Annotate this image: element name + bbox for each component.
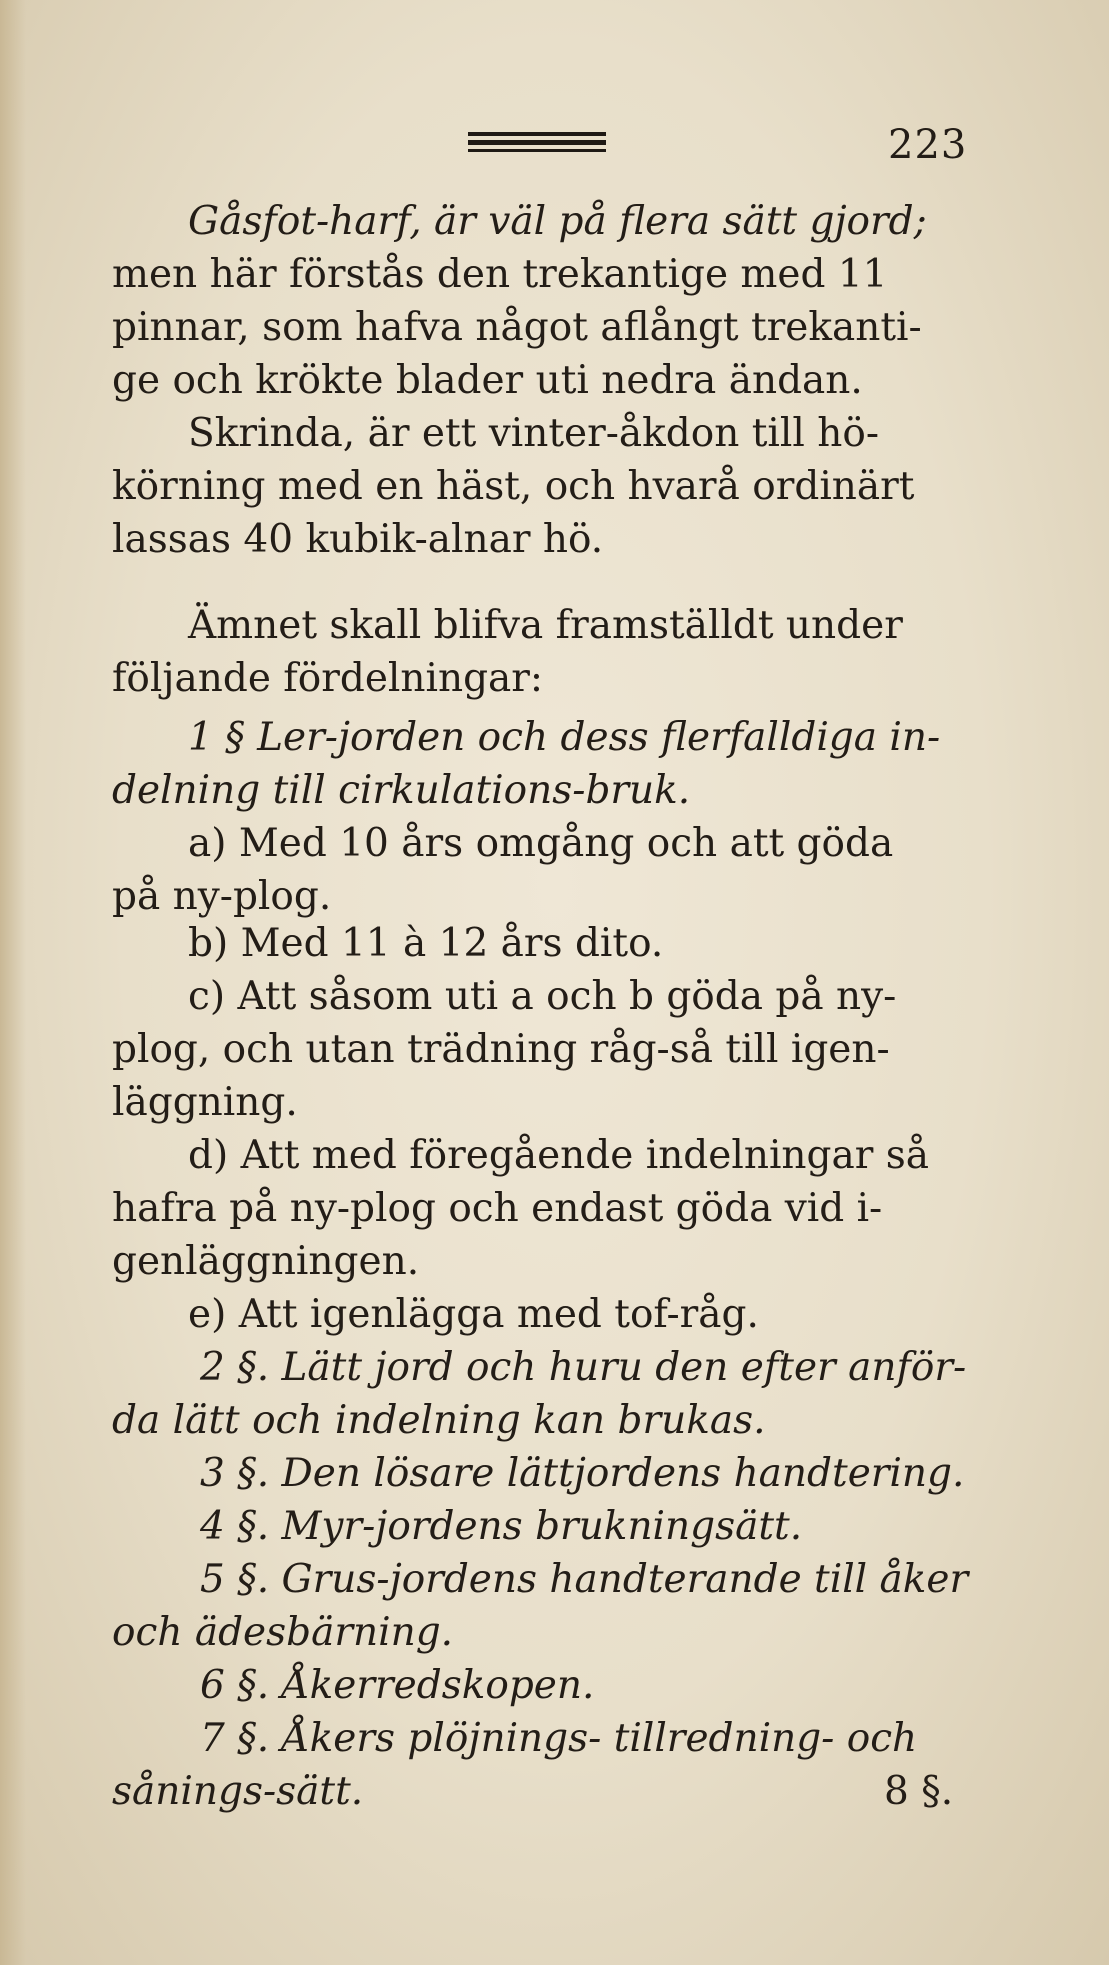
text-line: följande fördelningar: [112, 656, 544, 701]
list-item: plog, och utan trädning råg-så till igen- [112, 1027, 890, 1072]
section-heading: 4 §. Myr-jordens brukningsätt. [200, 1504, 803, 1549]
section-heading: 2 §. Lätt jord och huru den efter anför- [200, 1345, 967, 1390]
section-heading: 3 §. Den lösare lättjordens handtering. [200, 1451, 965, 1496]
text-line: Gåsfot-harf, är väl på flera sätt gjord; [188, 199, 927, 244]
catchword: 8 §. [884, 1769, 954, 1814]
section-heading: 7 §. Åkers plöjnings- tillredning- och [200, 1716, 918, 1761]
section-heading: och ädesbärning. [112, 1610, 454, 1655]
text-line: Skrinda, är ett vinter-åkdon till hö- [188, 411, 880, 456]
text-line: lassas 40 kubik-alnar hö. [112, 517, 604, 562]
page-number: 223 [888, 122, 968, 168]
section-heading: 6 §. Åkerredskopen. [200, 1663, 595, 1708]
section-heading: 1 § Ler-jorden och dess flerfalldiga in- [188, 715, 941, 760]
section-heading: 5 §. Grus-jordens handterande till åker [200, 1557, 969, 1602]
list-item: läggning. [112, 1080, 298, 1125]
section-heading: delning till cirkulations-bruk. [112, 768, 691, 813]
list-item: b) Med 11 à 12 års dito. [188, 921, 664, 966]
list-item: e) Att igenlägga med tof-råg. [188, 1292, 759, 1337]
list-item: d) Att med föregående indelningar så [188, 1133, 930, 1178]
section-heading: da lätt och indelning kan brukas. [112, 1398, 766, 1443]
text-line: ge och krökte blader uti nedra ändan. [112, 358, 863, 403]
list-item: c) Att såsom uti a och b göda på ny- [188, 974, 897, 1019]
text-line: men här förstås den trekantige med 11 [112, 252, 888, 297]
list-item: hafra på ny-plog och endast göda vid i- [112, 1186, 883, 1231]
list-item: a) Med 10 års omgång och att göda [188, 821, 894, 866]
text-line: Ämnet skall blifva framställdt under [188, 603, 903, 648]
text-line: körning med en häst, och hvarå ordinärt [112, 464, 915, 509]
section-heading: sånings-sätt. [112, 1769, 364, 1814]
text-line: pinnar, som hafva något aflångt trekanti- [112, 305, 922, 350]
list-item: på ny-plog. [112, 874, 332, 919]
page-edge-shadow [0, 0, 26, 1965]
header-ornament-rule [468, 132, 606, 154]
list-item: genläggningen. [112, 1239, 420, 1284]
